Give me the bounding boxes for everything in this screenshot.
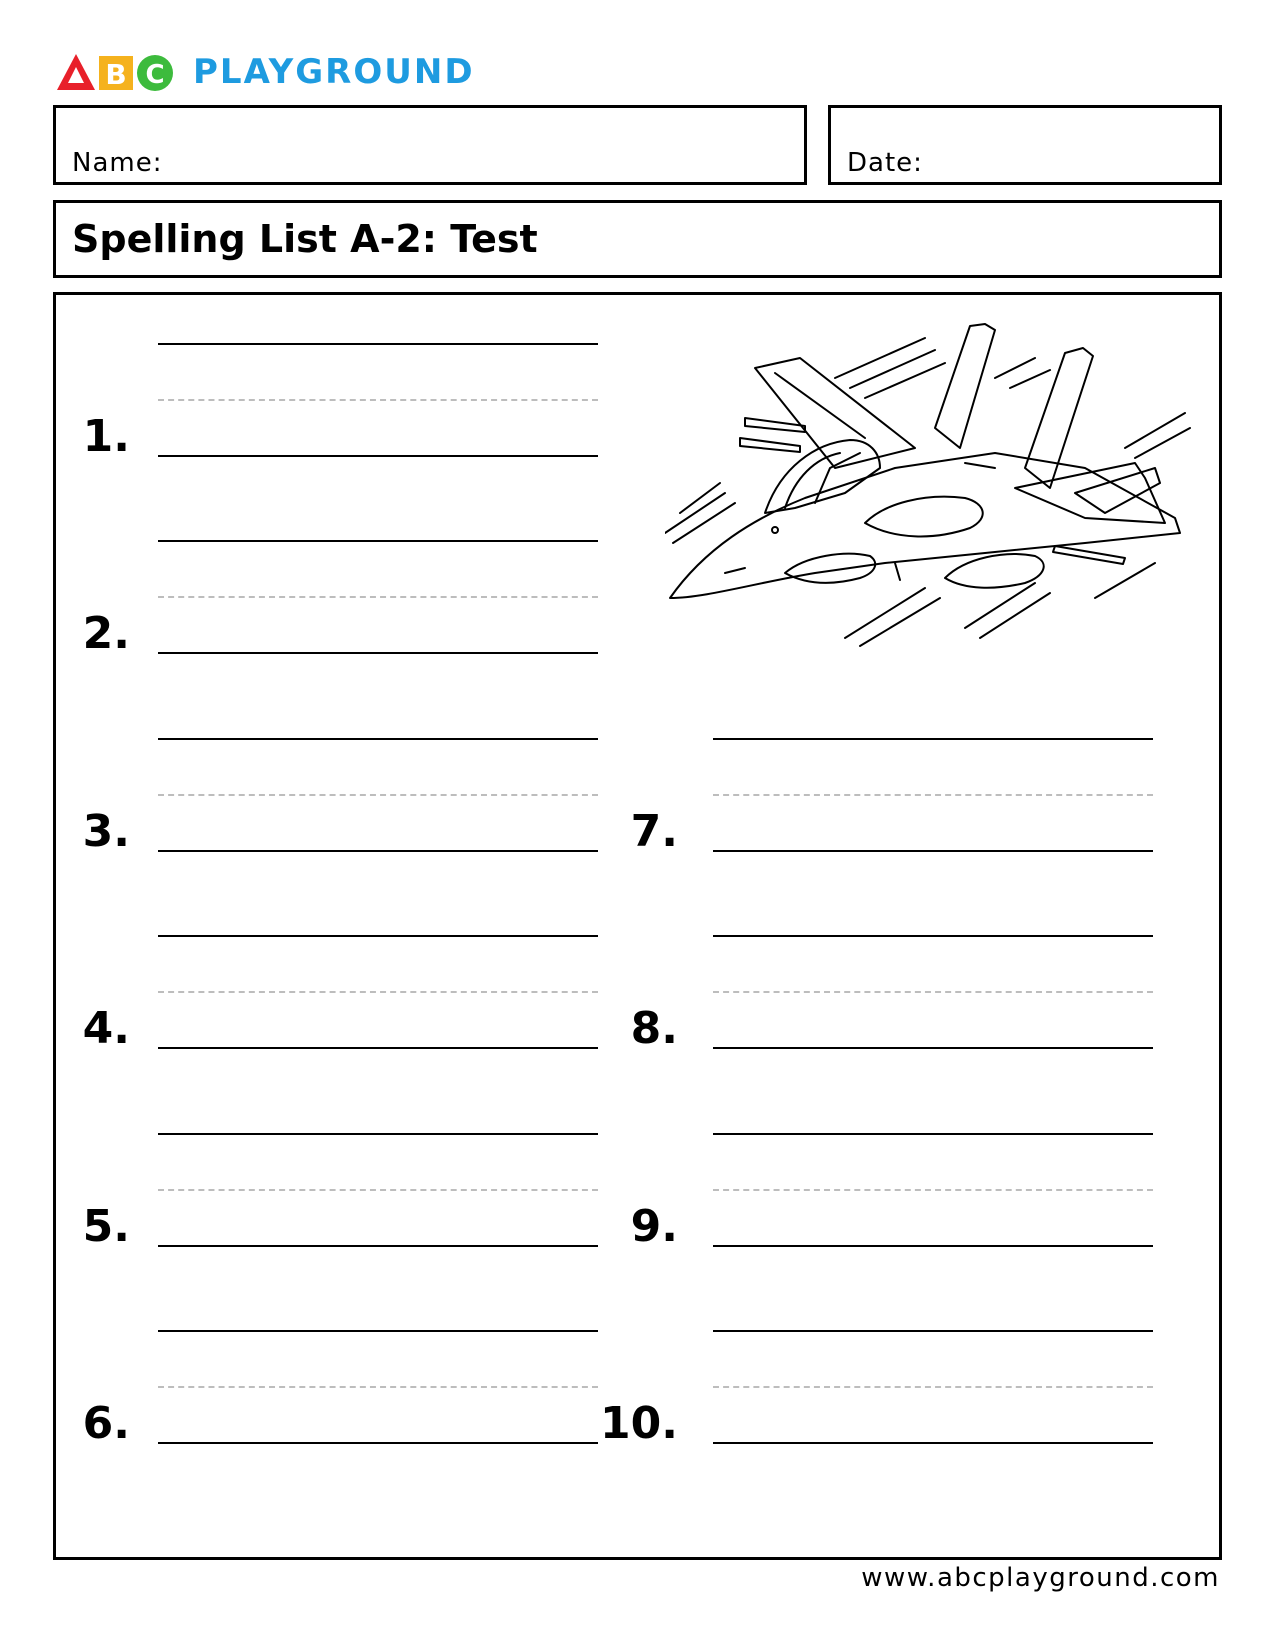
mid-dashed-guide-line [158,1386,598,1388]
base-guide-line [158,1245,598,1247]
item-number: 5. [82,1201,130,1252]
item-number: 7. [630,806,678,857]
base-guide-line [158,1442,598,1444]
top-guide-line [158,1133,598,1135]
answer-line-4[interactable] [158,935,598,1047]
fighter-jet-icon [665,318,1210,648]
mid-dashed-guide-line [158,991,598,993]
top-guide-line [713,738,1153,740]
base-guide-line [158,1047,598,1049]
svg-text:C: C [145,60,165,90]
top-guide-line [158,343,598,345]
date-label: Date: [847,148,923,178]
item-number: 3. [82,806,130,857]
website-url: www.abcplayground.com [861,1563,1220,1593]
answer-line-1[interactable] [158,343,598,455]
answer-line-3[interactable] [158,738,598,850]
top-guide-line [158,935,598,937]
top-guide-line [713,1133,1153,1135]
base-guide-line [158,455,598,457]
item-number: 4. [82,1003,130,1054]
item-number: 6. [82,1398,130,1449]
top-guide-line [158,540,598,542]
mid-dashed-guide-line [713,991,1153,993]
base-guide-line [713,850,1153,852]
base-guide-line [158,850,598,852]
answer-line-2[interactable] [158,540,598,652]
answer-line-7[interactable] [713,738,1153,850]
item-number: 8. [630,1003,678,1054]
base-guide-line [713,1047,1153,1049]
base-guide-line [158,652,598,654]
item-number: 1. [82,411,130,462]
top-guide-line [713,1330,1153,1332]
mid-dashed-guide-line [158,794,598,796]
top-guide-line [158,1330,598,1332]
mid-dashed-guide-line [158,596,598,598]
abc-playground-logo [55,52,475,92]
answer-line-8[interactable] [713,935,1153,1047]
mid-dashed-guide-line [158,1189,598,1191]
item-number: 9. [630,1201,678,1252]
abc-logo-icon [55,52,185,92]
title-box [53,200,1222,278]
item-number: 10. [600,1398,678,1449]
name-field[interactable] [53,105,807,185]
top-guide-line [158,738,598,740]
answer-line-9[interactable] [713,1133,1153,1245]
page-title: Spelling List A-2: Test [72,217,538,261]
base-guide-line [713,1245,1153,1247]
svg-text:B: B [105,58,127,91]
mid-dashed-guide-line [713,1189,1153,1191]
answer-line-5[interactable] [158,1133,598,1245]
name-label: Name: [72,148,163,178]
mid-dashed-guide-line [713,1386,1153,1388]
top-guide-line [713,935,1153,937]
base-guide-line [713,1442,1153,1444]
mid-dashed-guide-line [713,794,1153,796]
logo-word: PLAYGROUND [193,52,475,92]
item-number: 2. [82,608,130,659]
answer-line-6[interactable] [158,1330,598,1442]
mid-dashed-guide-line [158,399,598,401]
answer-line-10[interactable] [713,1330,1153,1442]
date-field[interactable] [828,105,1222,185]
